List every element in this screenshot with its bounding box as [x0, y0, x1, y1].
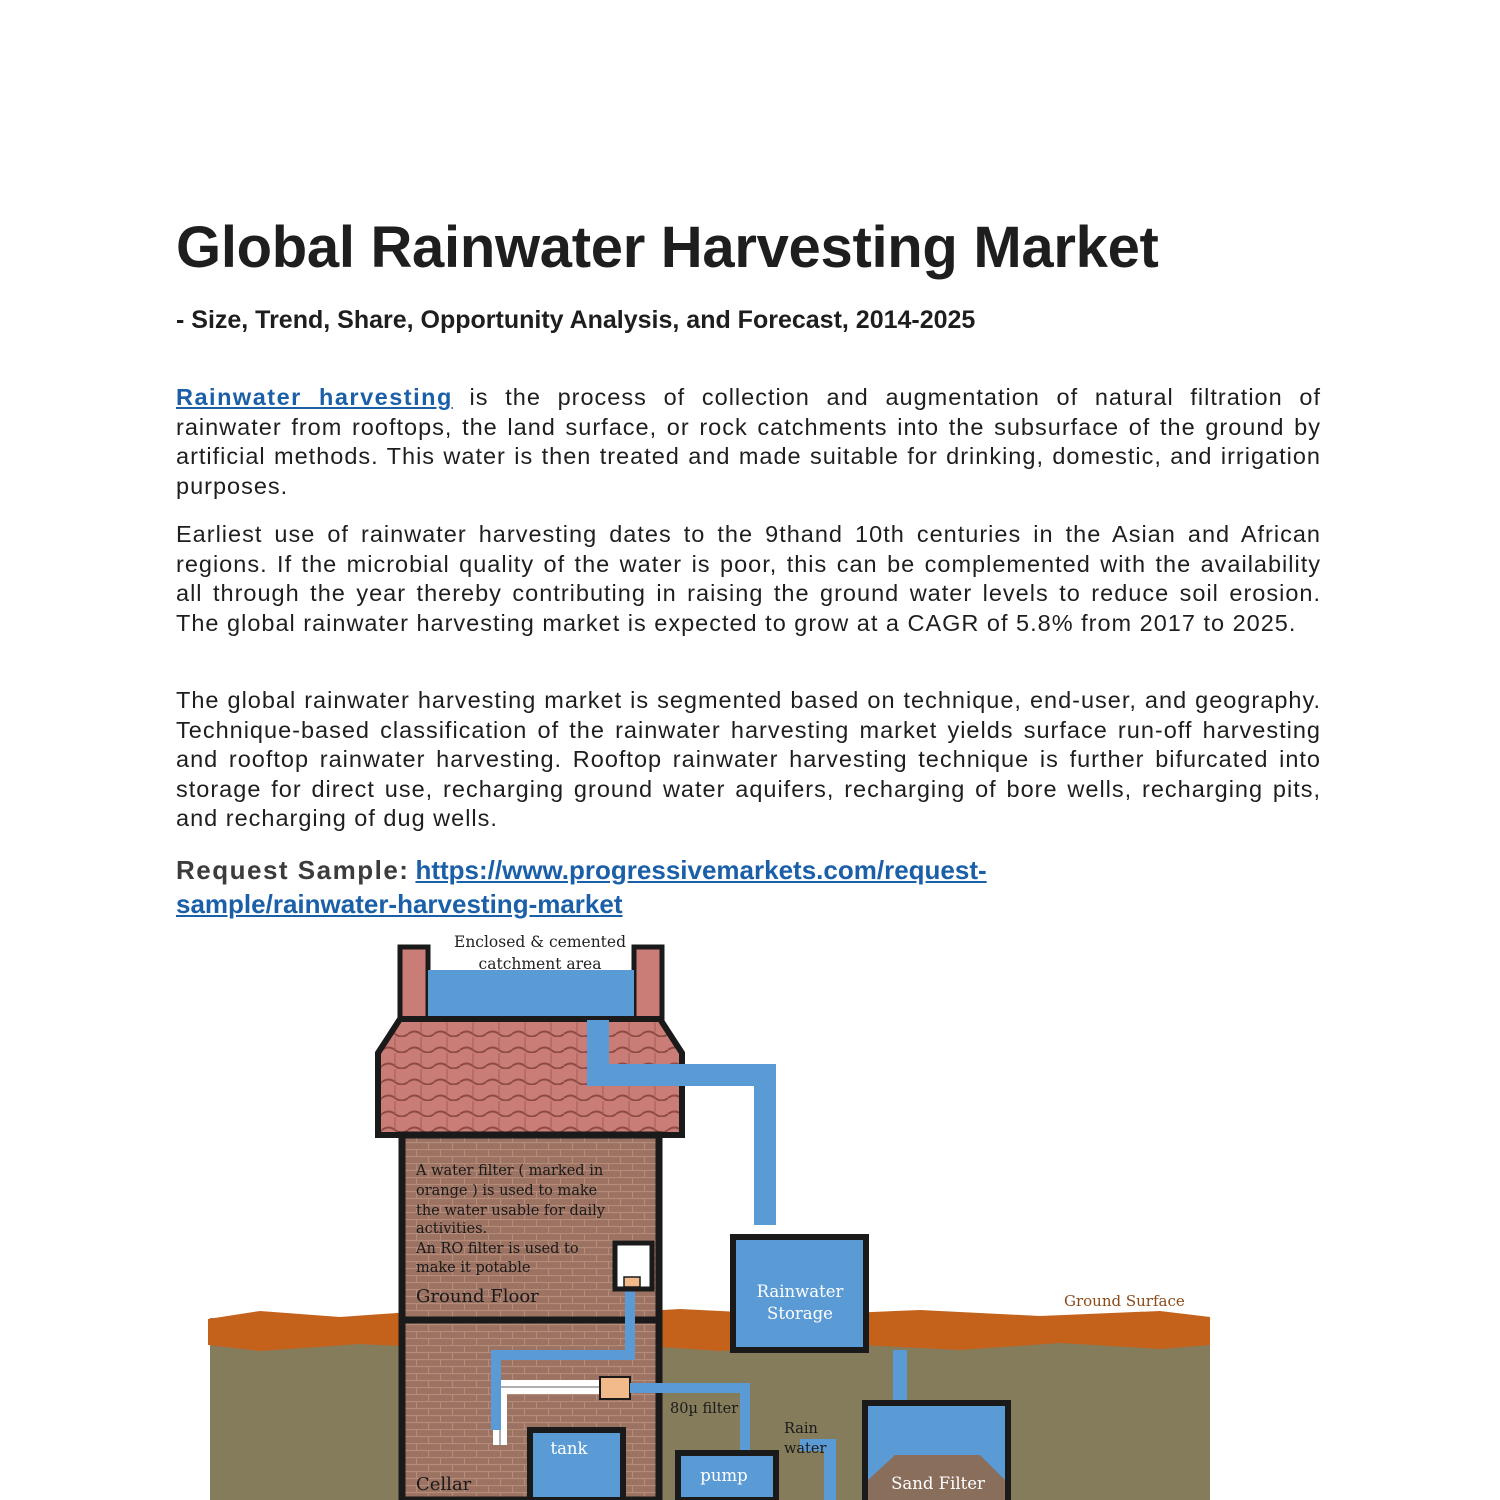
ground-surface-label: Ground Surface [1064, 1292, 1185, 1310]
filter-note-line4: activities. [416, 1221, 488, 1237]
filter-note-line3: the water usable for daily [416, 1203, 605, 1219]
storage-label-line2: Storage [767, 1304, 833, 1323]
page-title: Global Rainwater Harvesting Market [176, 215, 1159, 280]
rainwater-harvesting-link[interactable]: Rainwater harvesting [176, 384, 453, 410]
ground-floor-label: Ground Floor [416, 1286, 539, 1307]
filter-note-line5: An RO filter is used to [416, 1241, 579, 1257]
tank-label: tank [550, 1439, 588, 1458]
segmentation-paragraph: The global rainwater harvesting market is segmented based on technique, end-user, and geography. Technique-based classification of the rainwater harvesting market yields surface run-off harvesting and rooftop rainwater harvesting. Rooftop rainwater harvesting technique is further bifurcated into storage for direct use, recharging ground water aquifers, recharging of bore wells, recharging pits, and recharging of dug wells. [176, 687, 1321, 832]
catchment-area [428, 970, 634, 1018]
sand-filter-label: Sand Filter [891, 1474, 985, 1493]
intro-paragraph-text: is the process of collection and augmentation of natural filtration of rainwater from rooftops, the land surface, or rock catchments into the subsurface of the ground by artificial methods. This water is then treated and made suitable for drinking, domestic, and irrigation purposes. [176, 384, 1321, 499]
request-sample [176, 853, 1176, 921]
storage-label-line1: Rainwater [756, 1282, 844, 1301]
history-paragraph: Earliest use of rainwater harvesting dates to the 9thand 10th centuries in the Asian and African regions. If the microbial quality of the water is poor, this can be complemented with the availability all through the year thereby contributing in raising the ground water levels to reduce soil erosion. The global rainwater harvesting market is expected to grow at a CAGR of 5.8% from 2017 to 2025. [176, 521, 1321, 636]
request-sample-link[interactable]: https://www.progressivemarkets.com/request-sample/rainwater-harvesting-market [176, 855, 987, 919]
page-subtitle: - Size, Trend, Share, Opportunity Analysis, and Forecast, 2014-2025 [176, 306, 976, 334]
water-filter-orange [624, 1277, 640, 1287]
80-micron-filter [600, 1377, 630, 1399]
intro-paragraph [176, 383, 1321, 501]
diagram-svg [200, 925, 1220, 1500]
filter-note-line2: orange ) is used to make [416, 1183, 598, 1199]
catchment-label-line1: Enclosed & cemented [454, 933, 626, 951]
80-micron-filter-label: 80µ filter [670, 1401, 739, 1417]
pump-label: pump [700, 1466, 748, 1485]
filter-note-line1: A water filter ( marked in [416, 1163, 604, 1179]
filter-note-line6: make it potable [416, 1260, 531, 1276]
rain-water-label-line1: Rain [784, 1421, 818, 1437]
rain-water-label-line2: water [784, 1441, 827, 1457]
request-sample-label: Request Sample: [176, 855, 410, 885]
rainwater-harvesting-diagram [200, 925, 1220, 1500]
catchment-label-line2: catchment area [478, 955, 602, 973]
cellar-label: Cellar [416, 1474, 472, 1495]
